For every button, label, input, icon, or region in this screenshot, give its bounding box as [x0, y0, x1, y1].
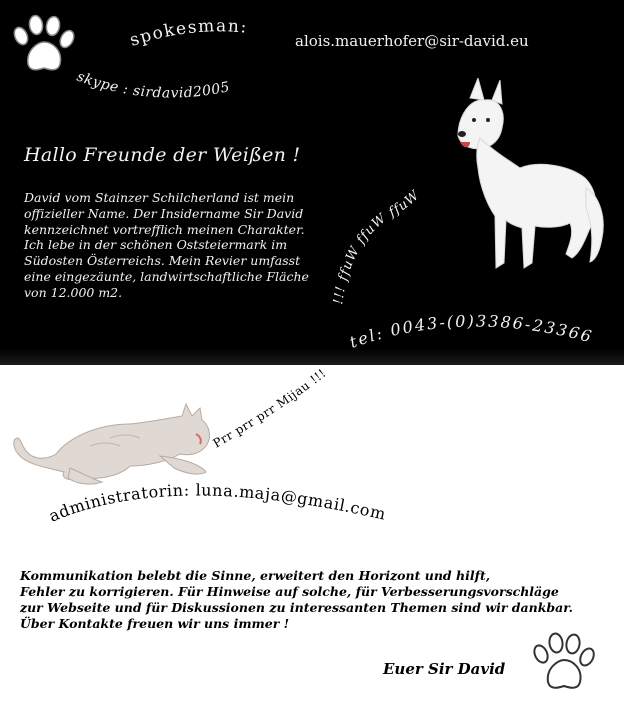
intro-line: eine eingezäunte, landwirtschaftliche Fläche: [24, 268, 309, 284]
cat-image: [10, 398, 220, 488]
intro-paragraph: [24, 190, 354, 301]
spokesman-label: spokesman:: [127, 16, 249, 51]
mijau-text: Prr prr prr Mijau !!!: [210, 365, 329, 451]
dog-image: [440, 78, 605, 278]
spokesman-email[interactable]: alois.mauerhofer@sir-david.eu: [295, 32, 529, 50]
intro-line: David vom Stainzer Schilcherland ist mein: [24, 190, 295, 205]
wuff-text: !!! ffuW ffuW ffuW: [331, 187, 423, 306]
page-title: Hallo Freunde der Weißen !: [24, 144, 301, 166]
intro-line: Ich lebe in der schönen Oststeiermark im: [24, 237, 288, 253]
intro-line: von 12.000 m2.: [24, 284, 123, 300]
intro-line: Südosten Österreichs. Mein Revier umfasst: [24, 253, 301, 269]
message-line: Über Kontakte freuen wir uns immer !: [20, 616, 290, 631]
skype-handle[interactable]: skype : sirdavid2005: [74, 68, 232, 102]
intro-line: offizieller Name. Der Insidername Sir David: [24, 205, 304, 221]
intro-line: kennzeichnet vortrefflich meinen Charakter.: [24, 221, 305, 237]
paw-icon: [528, 630, 598, 696]
message-line: Fehler zu korrigieren. Für Hinweise auf solche, für Verbesserungsvorschläge: [20, 584, 559, 599]
signature: Euer Sir David: [383, 660, 506, 678]
message-line: zur Webseite und für Diskussionen zu interessanten Themen sind wir dankbar.: [20, 600, 574, 615]
phone-number[interactable]: tel: 0043-(0)3386-23366: [347, 311, 596, 352]
contact-message: [20, 568, 620, 632]
message-line: Kommunikation belebt die Sinne, erweitert den Horizont und hilft,: [20, 568, 491, 583]
admin-email[interactable]: administratorin: luna.maja@gmail.com: [46, 480, 388, 526]
